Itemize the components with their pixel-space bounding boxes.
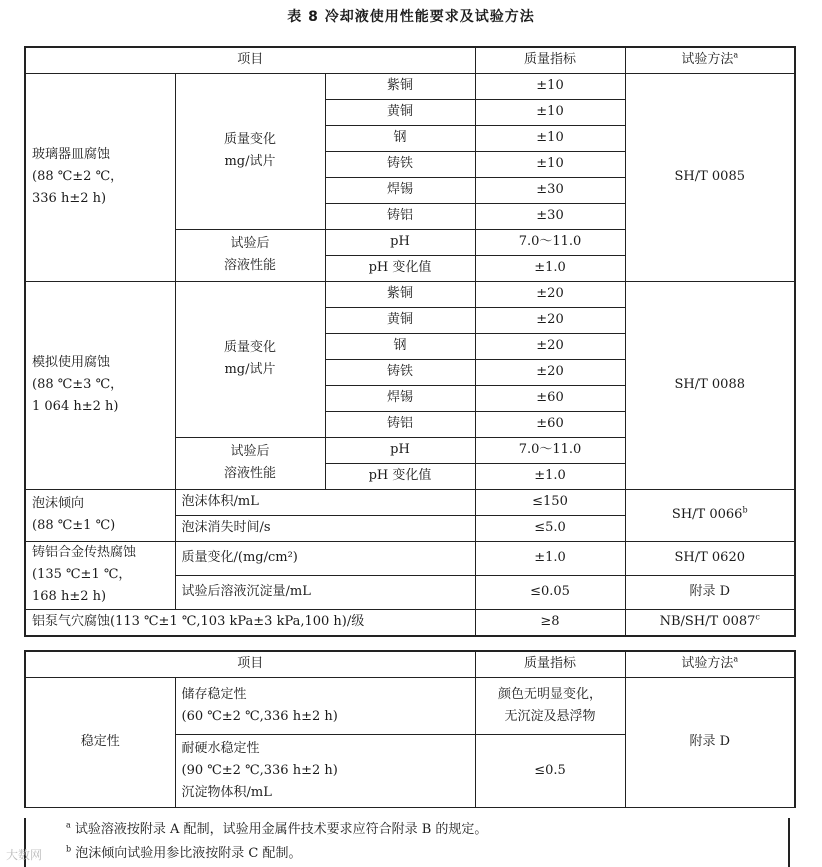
metal-name: 黄铜 <box>325 307 475 333</box>
pump-value: ≥8 <box>475 609 625 636</box>
ph-value: 7.0～11.0 <box>475 437 625 463</box>
footnotes <box>24 818 790 867</box>
pump-name: 铝泵气穴腐蚀(113 ℃±1 ℃,103 kPa±3 kPa,100 h)/级 <box>25 609 475 636</box>
heat-sediment-value: ≤0.05 <box>475 575 625 609</box>
ph-change-value: ±1.0 <box>475 255 625 281</box>
simulated-name: 模拟使用腐蚀 (88 ℃±3 ℃， 1 064 h±2 h) <box>25 281 175 489</box>
metal-name: 钢 <box>325 333 475 359</box>
glassware-name: 玻璃器皿腐蚀 (88 ℃±2 ℃， 336 h±2 h) <box>25 73 175 281</box>
header-quality: 质量指标 <box>475 47 625 73</box>
foam-name: 泡沫倾向 (88 ℃±1 ℃) <box>25 489 175 541</box>
heat-mass-value: ±1.0 <box>475 541 625 575</box>
hardwater-stability: 耐硬水稳定性 (90 ℃±2 ℃,336 h±2 h) 沉淀物体积/mL <box>175 734 475 807</box>
table-row <box>25 73 795 99</box>
header-item: 项目 <box>25 651 475 677</box>
metal-name: 焊锡 <box>325 385 475 411</box>
foam-method: SH/T 0066$^b$ <box>625 489 795 541</box>
metal-value: ±10 <box>475 151 625 177</box>
metal-value: ±30 <box>475 177 625 203</box>
heat-name: 铸铝合金传热腐蚀 (135 ℃±1 ℃， 168 h±2 h) <box>25 541 175 609</box>
metal-name: 紫铜 <box>325 281 475 307</box>
foam-time-value: ≤5.0 <box>475 515 625 541</box>
heat-mass-method: SH/T 0620 <box>625 541 795 575</box>
ph-value: 7.0～11.0 <box>475 229 625 255</box>
header-row <box>25 47 795 73</box>
metal-name: 钢 <box>325 125 475 151</box>
storage-stability: 储存稳定性 (60 ℃±2 ℃,336 h±2 h) <box>175 677 475 734</box>
stability-table <box>24 650 796 808</box>
storage-value: 颜色无明显变化， 无沉淀及悬浮物 <box>475 677 625 734</box>
header-item: 项目 <box>25 47 475 73</box>
pump-method: NB/SH/T 0087$^c$ <box>625 609 795 636</box>
hardwater-value: ≤0.5 <box>475 734 625 807</box>
metal-value: ±20 <box>475 359 625 385</box>
glassware-solution: 试验后 溶液性能 <box>175 229 325 281</box>
foam-volume-label: 泡沫体积/mL <box>175 489 475 515</box>
metal-value: ±10 <box>475 73 625 99</box>
heat-sediment-method: 附录 D <box>625 575 795 609</box>
table-row <box>25 541 795 575</box>
footnote-b: $^b$ 泡沫倾向试验用参比液按附录 C 配制。 <box>66 844 302 861</box>
ph-label: pH <box>325 437 475 463</box>
metal-name: 铸铁 <box>325 359 475 385</box>
metal-name: 紫铜 <box>325 73 475 99</box>
metal-name: 铸铝 <box>325 203 475 229</box>
metal-name: 铸铝 <box>325 411 475 437</box>
stability-method: 附录 D <box>625 677 795 807</box>
simulated-solution: 试验后 溶液性能 <box>175 437 325 489</box>
ph-change-label: pH 变化值 <box>325 255 475 281</box>
glassware-method: SH/T 0085 <box>625 73 795 281</box>
metal-value: ±20 <box>475 307 625 333</box>
ph-label: pH <box>325 229 475 255</box>
table-title: 表 8 冷却液使用性能要求及试验方法 <box>287 9 535 25</box>
watermark: 大数网 <box>6 848 43 862</box>
heat-sediment-label: 试验后溶液沉淀量/mL <box>175 575 475 609</box>
performance-table <box>24 46 796 637</box>
header-method: 试验方法$^a$ <box>625 47 795 73</box>
metal-value: ±10 <box>475 99 625 125</box>
stability-name: 稳定性 <box>25 677 175 807</box>
footnote-a: $^a$ 试验溶液按附录 A 配制，试验用金属件技术要求应符合附录 B 的规定。 <box>66 820 488 837</box>
table-row <box>25 609 795 636</box>
metal-value: ±20 <box>475 333 625 359</box>
heat-mass-label: 质量变化/(mg/cm²) <box>175 541 475 575</box>
header-method: 试验方法$^a$ <box>625 651 795 677</box>
metal-value: ±10 <box>475 125 625 151</box>
ph-change-label: pH 变化值 <box>325 463 475 489</box>
table-row <box>25 677 795 734</box>
metal-value: ±60 <box>475 385 625 411</box>
metal-name: 黄铜 <box>325 99 475 125</box>
metal-value: ±20 <box>475 281 625 307</box>
table-row <box>25 489 795 515</box>
ph-change-value: ±1.0 <box>475 463 625 489</box>
glassware-mass-change: 质量变化 mg/试片 <box>175 73 325 229</box>
table-row <box>25 281 795 307</box>
metal-name: 铸铁 <box>325 151 475 177</box>
metal-name: 焊锡 <box>325 177 475 203</box>
metal-value: ±60 <box>475 411 625 437</box>
foam-volume-value: ≤150 <box>475 489 625 515</box>
header-quality: 质量指标 <box>475 651 625 677</box>
metal-value: ±30 <box>475 203 625 229</box>
header-row <box>25 651 795 677</box>
foam-time-label: 泡沫消失时间/s <box>175 515 475 541</box>
simulated-method: SH/T 0088 <box>625 281 795 489</box>
simulated-mass-change: 质量变化 mg/试片 <box>175 281 325 437</box>
